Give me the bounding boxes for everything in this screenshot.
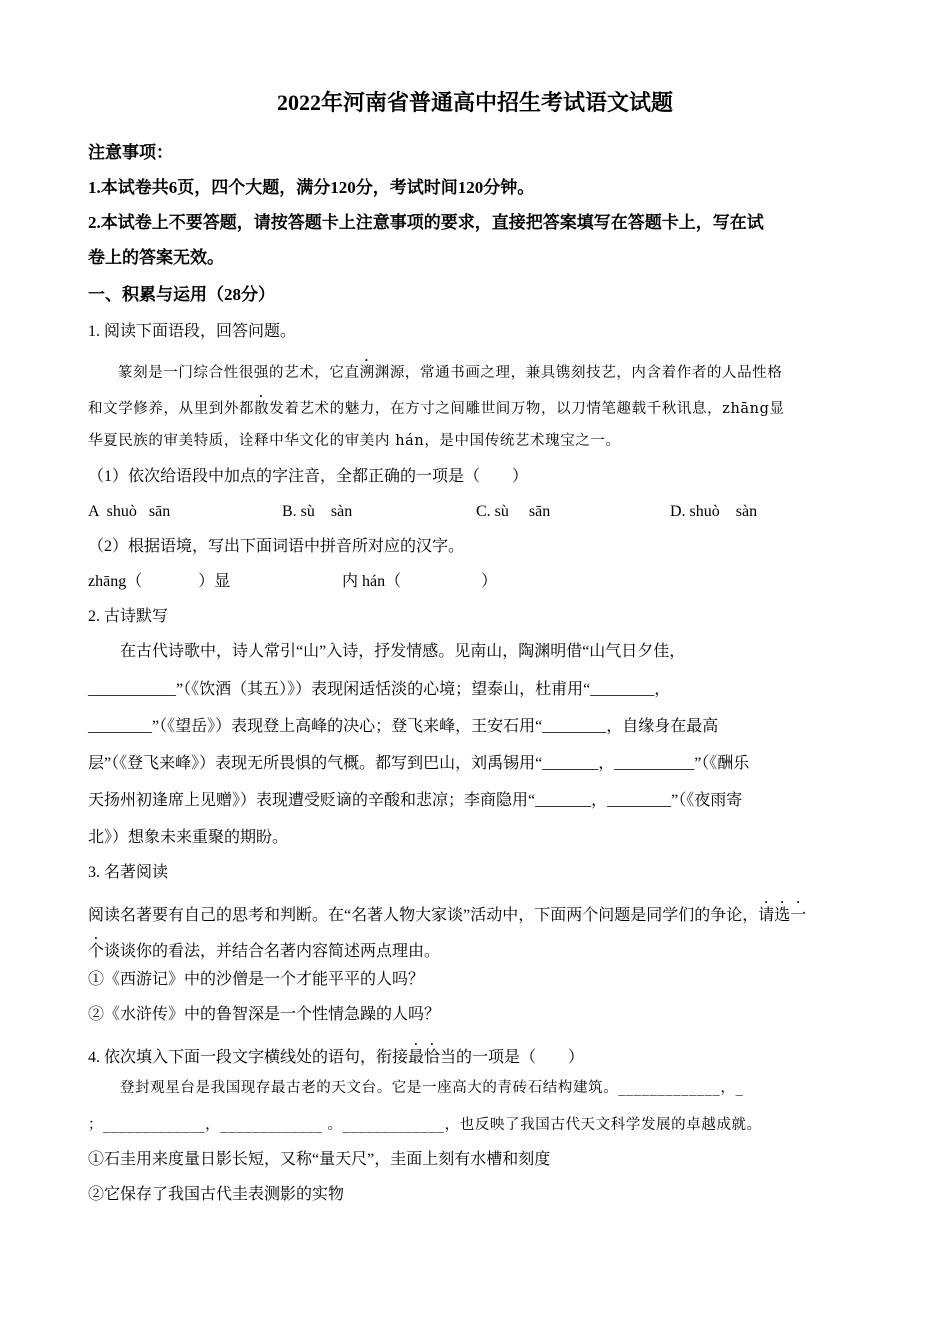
q1-stem: 1. 阅读下面语段，回答问题。 (88, 323, 297, 340)
q1-passage-text: 发着艺术的魅力，在方寸之间雕世间万物，以刀情笔趣载千秋讯息，zhāng显 (269, 401, 785, 417)
q4-text: 4. 依次填入下面一段文字横线处的语句，衔接 (88, 1049, 409, 1066)
q4-passage-line-1: 登封观星台是我国现存最古老的天文台。它是一座高大的青砖石结构建筑。_____________，_ (120, 1080, 744, 1096)
notice-item-2-line-1: 2.本试卷上不要答题，请按答题卡上注意事项的要求，直接把答案填写在答题卡上，写在试 (88, 213, 764, 232)
notice-heading: 注意事项： (88, 143, 173, 162)
q3-line-2 (88, 934, 440, 962)
q2-line-2: ___________”（《饮酒（其五）》）表现闲适恬淡的心境；望泰山，杜甫用“________， (88, 681, 671, 698)
q1-passage-line-1 (118, 357, 782, 383)
dotted-char: 个 (88, 943, 105, 960)
q2-line-6: 北》）想象未来重聚的期盼。 (88, 829, 289, 846)
dotted-char: 溯 (359, 365, 375, 381)
q3-item-2: ②《水浒传》中的鲁智深是一个性情急躁的人吗？ (88, 1006, 441, 1023)
q4-item-2: ②它保存了我国古代圭表测影的实物 (88, 1186, 345, 1203)
q1-passage-text: 渊源，常通书画之理，兼具镌刻技艺，内含着作者的人品性格 (374, 365, 783, 381)
dotted-char: 最恰 (408, 1049, 441, 1066)
q1-option-d: D. shuò sàn (670, 503, 758, 520)
q1-sub-question-2: （2）根据语境，写出下面词语中拼音所对应的汉字。 (88, 538, 465, 555)
q3-text: 谈谈你的看法，并结合名著内容简述两点理由。 (104, 943, 441, 960)
q4-stem (88, 1040, 584, 1068)
notice-item-2-line-2: 卷上的答案无效。 (88, 248, 224, 267)
q1-option-a: A shuò sān (88, 503, 171, 520)
notice-item-1: 1.本试卷共6页，四个大题，满分120分，考试时间120分钟。 (88, 178, 535, 197)
q4-text: 当的一项是（ ） (440, 1049, 585, 1066)
q1-fill-han: 内 hán（ ） (342, 573, 498, 590)
q4-item-1: ①石圭用来度量日影长短，又称“量天尺”，圭面上刻有水槽和刻度 (88, 1151, 551, 1168)
q3-stem: 3. 名著阅读 (88, 864, 169, 881)
q2-line-5: 天扬州初逢席上见赠》）表现遭受贬谪的辛酸和悲凉；李商隐用“_______，________”（《夜雨寄 (88, 792, 743, 809)
q1-option-b: B. sù sàn (282, 503, 353, 520)
q3-line-1 (88, 898, 806, 926)
q2-line-3: ________”（《望岳》）表现登上高峰的决心；登飞来峰，王安石用“________，自缘身在最高 (88, 718, 719, 735)
q3-text: 阅读名著要有自己的思考和判断。在“名著人物大家谈”活动中，下面两个问题是同学们的争论， (88, 907, 759, 924)
q1-sub-question-1: （1）依次给语段中加点的字注音，全都正确的一项是（ ） (88, 468, 529, 485)
q2-line-4: 层”（《登飞来峰》）表现无所畏惧的气概。都写到巴山，刘禹锡用“_______，__________”（《酬乐 (88, 755, 750, 772)
q4-passage-line-2: ；_____________，_____________ 。_____________，也反映了我国古代天文科学发展的卓越成就。 (88, 1117, 762, 1133)
q1-passage-text: 篆刻是一门综合性很强的艺术，它直 (118, 365, 360, 381)
page-title: 2022年河南省普通高中招生考试语文试题 (276, 90, 673, 115)
q1-option-c: C. sù sān (476, 503, 551, 520)
q3-item-1: ①《西游记》中的沙僧是一个才能平平的人吗？ (88, 971, 425, 988)
q1-passage-line-2 (88, 393, 785, 419)
q2-line-1: 在古代诗歌中，诗人常引“山”入诗，抒发情感。见南山，陶渊明借“山气日夕佳， (120, 643, 686, 660)
dotted-char: 请选一 (758, 907, 807, 924)
q1-fill-zhang: zhāng（ ）显 (88, 573, 231, 590)
section-1-heading: 一、积累与运用（28分） (88, 285, 275, 304)
q1-passage-text: 和文学修养，从里到外都 (88, 401, 255, 417)
q2-stem: 2. 古诗默写 (88, 608, 169, 625)
q1-passage-line-3: 华夏民族的审美特质，诠释中华文化的审美内 hán，是中国传统艺术瑰宝之一。 (88, 433, 621, 449)
dotted-char: 散 (254, 401, 270, 417)
